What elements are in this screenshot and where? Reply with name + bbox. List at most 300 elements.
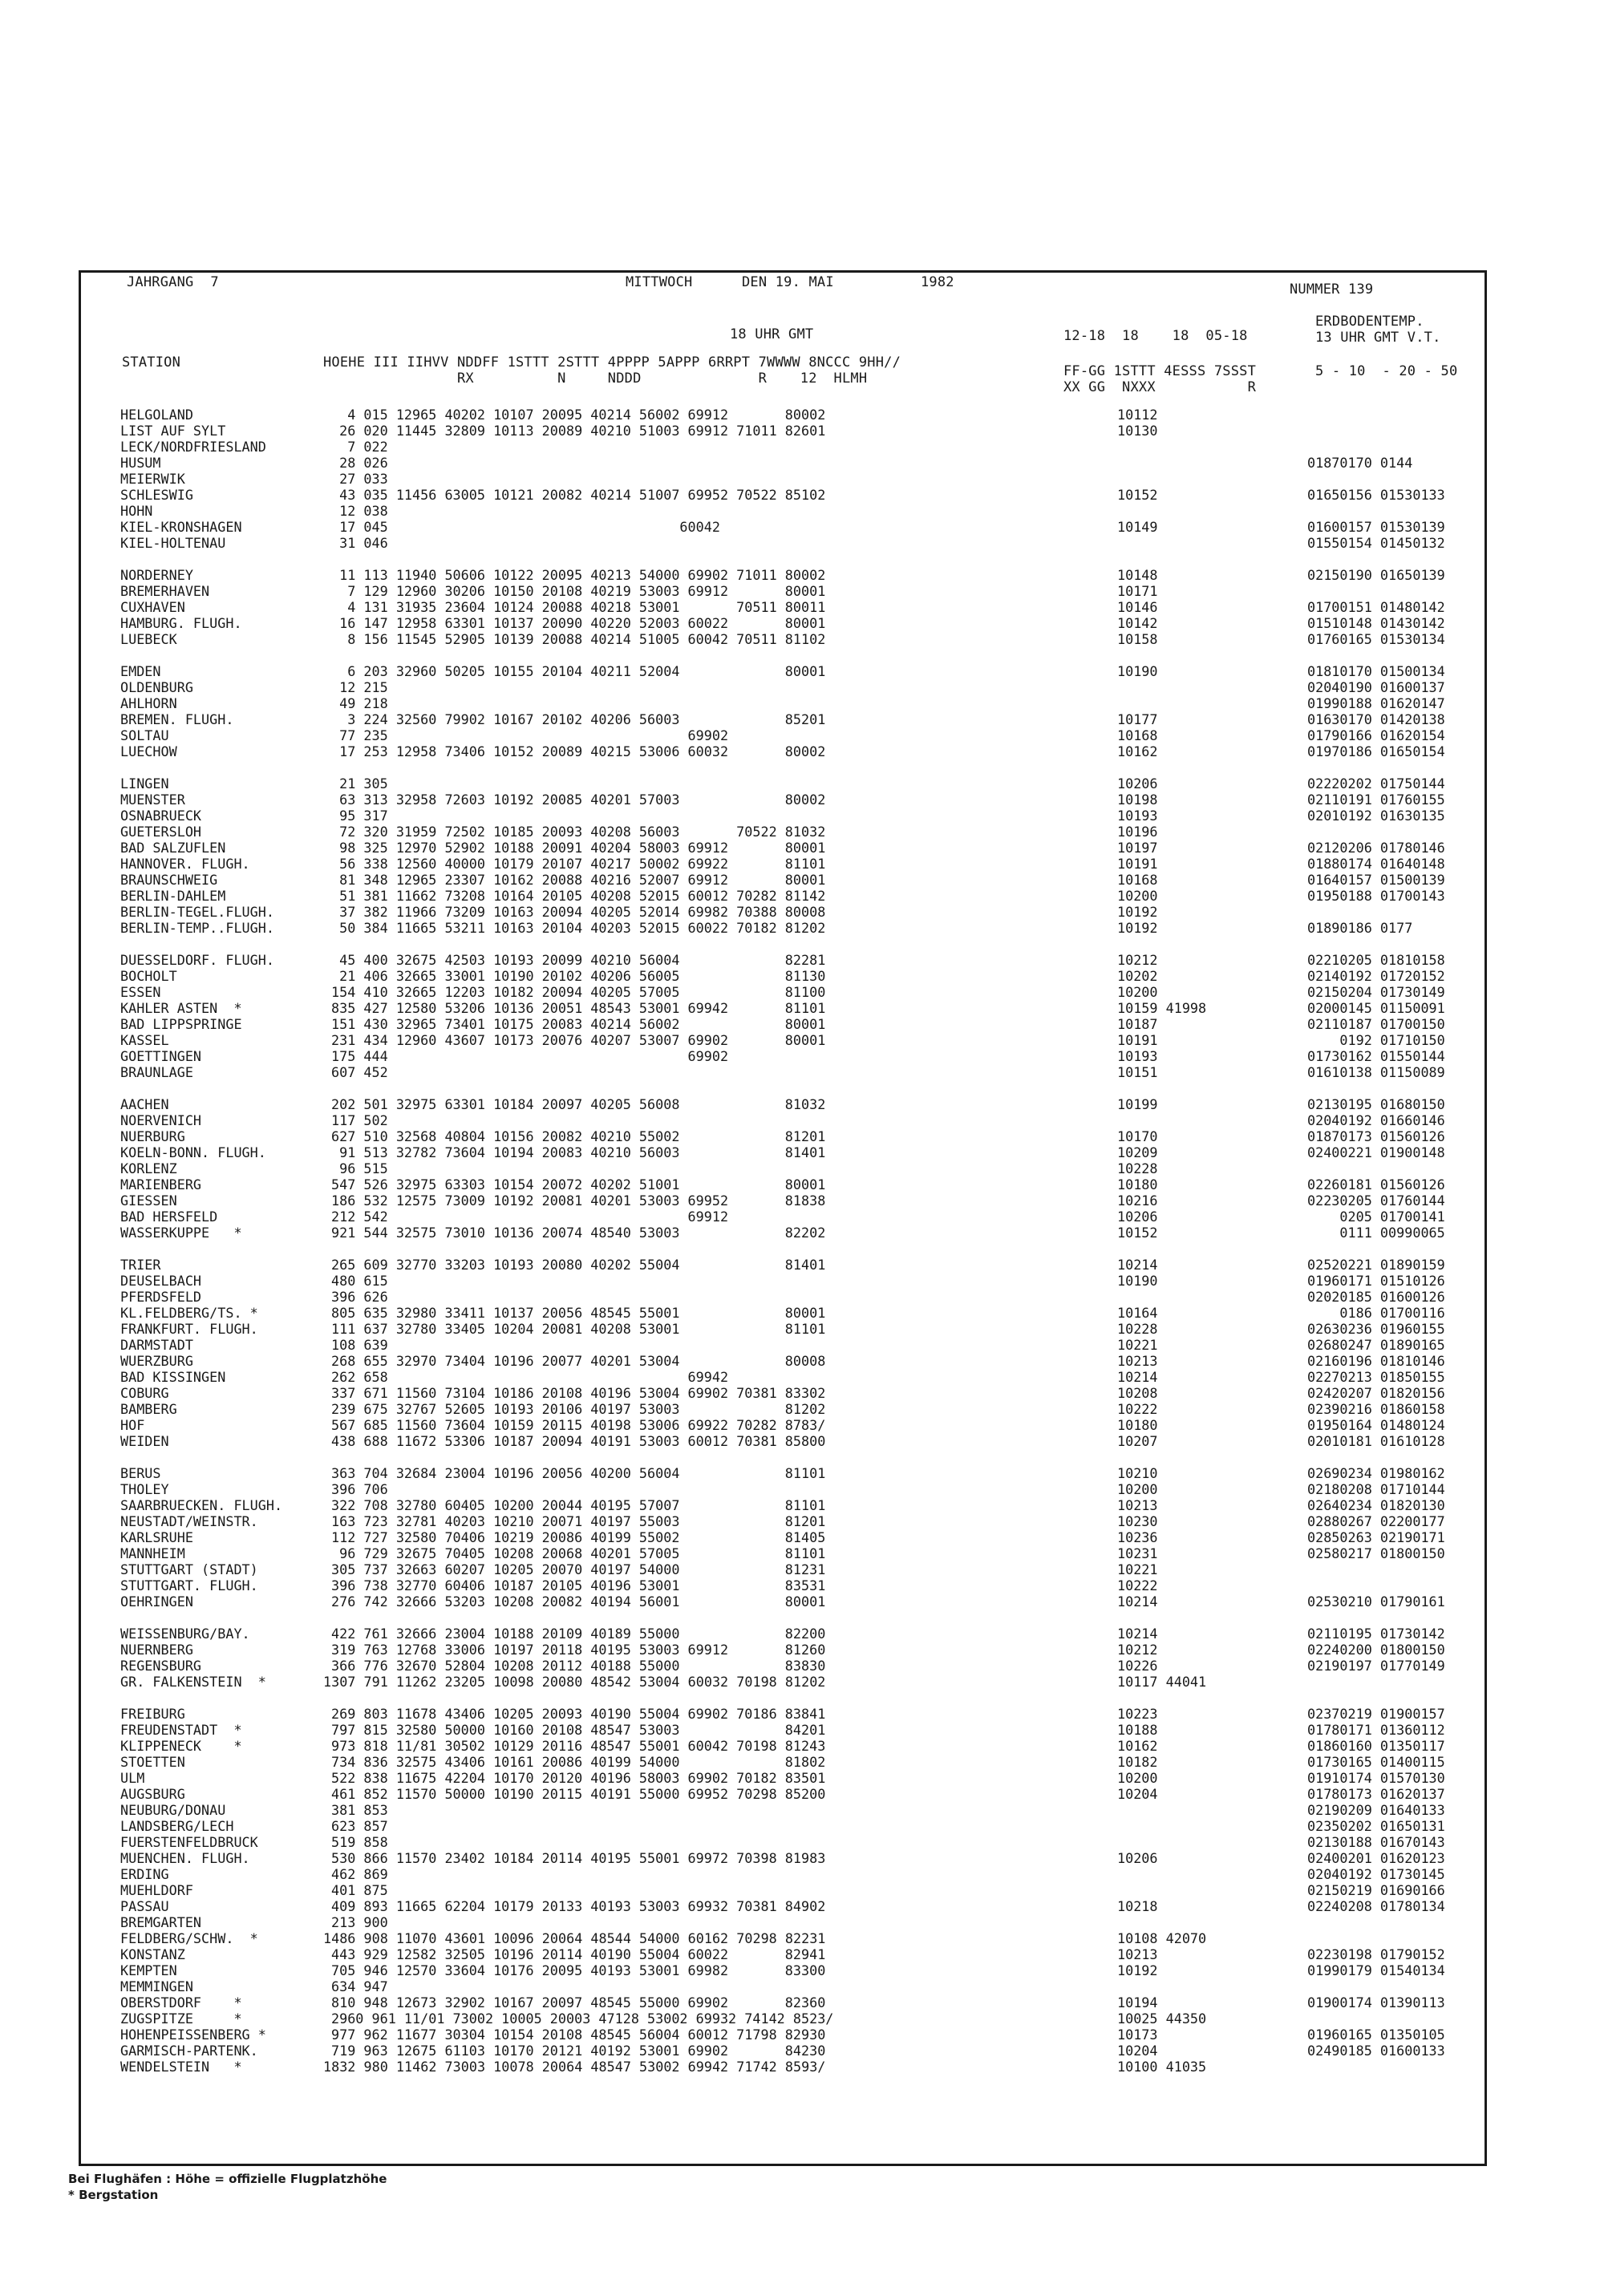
station-codes: 17 045 60042 bbox=[331, 519, 720, 535]
weekday-label: MITTWOCH bbox=[626, 274, 693, 290]
period-values: 10221 bbox=[1117, 1561, 1158, 1577]
station-codes: 6 203 32960 50205 10155 20104 40211 52004 80001 bbox=[331, 663, 826, 679]
station-name: LANDSBERG/LECH bbox=[120, 1818, 234, 1834]
station-codes: 810 948 12673 32902 10167 20097 48545 55000 69902 82360 bbox=[331, 1994, 826, 2011]
station-name: NORDERNEY bbox=[120, 567, 193, 583]
soil-temperatures: 02240200 01800150 bbox=[1307, 1642, 1445, 1658]
soil-temperatures: 01900174 01390113 bbox=[1307, 1994, 1445, 2011]
station-name: AUGSBURG bbox=[120, 1786, 185, 1802]
station-codes: 43 035 11456 63005 10121 20082 40214 51007 69952 70522 85102 bbox=[331, 487, 826, 503]
soil-temperatures: 02110187 01700150 bbox=[1307, 1016, 1445, 1032]
period-values: 10210 bbox=[1117, 1465, 1158, 1481]
station-codes: 1486 908 11070 43601 10096 20064 48544 54000 60162 70298 82231 bbox=[323, 1930, 826, 1946]
station-name: BERUS bbox=[120, 1465, 161, 1481]
period-values: 10190 bbox=[1117, 663, 1158, 679]
period-values: 10192 bbox=[1117, 904, 1158, 920]
station-name: NOERVENICH bbox=[120, 1112, 202, 1128]
station-codes: 547 526 32975 63303 10154 20072 40202 51001 80001 bbox=[331, 1176, 826, 1193]
period-values: 10187 bbox=[1117, 1016, 1158, 1032]
period-values: 10151 bbox=[1117, 1064, 1158, 1080]
code-header-1: HOEHE III IIHVV NDDFF 1STTT 2STTT 4PPPP 5APPP 6RRPT 7WWWW 8NCCC 9HH// bbox=[323, 354, 901, 371]
station-codes: 12 215 bbox=[331, 679, 388, 695]
soil-temperatures: 02580217 01800150 bbox=[1307, 1545, 1445, 1561]
station-name: ESSEN bbox=[120, 984, 161, 1000]
period-values: 10214 bbox=[1117, 1593, 1158, 1610]
soil-temperatures: 02270213 01850155 bbox=[1307, 1369, 1445, 1385]
station-codes: 734 836 32575 43406 10161 20086 40199 54000 81802 bbox=[331, 1754, 826, 1770]
station-codes: 921 544 32575 73010 10136 20074 48540 53003 82202 bbox=[331, 1225, 826, 1241]
station-codes: 480 615 bbox=[331, 1273, 388, 1289]
gmt-label: 18 UHR GMT bbox=[730, 326, 814, 342]
table-frame bbox=[79, 270, 1487, 2166]
station-name: PFERDSFELD bbox=[120, 1289, 202, 1305]
period-values: 10168 bbox=[1117, 727, 1158, 743]
soil-temperatures: 0186 01700116 bbox=[1307, 1305, 1445, 1321]
footnote-mountain: * Bergstation bbox=[68, 2188, 159, 2202]
station-codes: 12 038 bbox=[331, 503, 388, 519]
station-name: BERLIN-DAHLEM bbox=[120, 888, 226, 904]
period-values: 10159 41998 bbox=[1117, 1000, 1207, 1016]
soil-temperatures: 01640157 01500139 bbox=[1307, 872, 1445, 888]
period-values: 10173 bbox=[1117, 2027, 1158, 2043]
period-values: 10209 bbox=[1117, 1144, 1158, 1160]
station-codes: 705 946 12570 33604 10176 20095 40193 53001 69982 83300 bbox=[331, 1962, 826, 1978]
soil-temp-time: 13 UHR GMT V.T. bbox=[1315, 330, 1441, 346]
station-codes: 51 381 11662 73208 10164 20105 40208 52015 60012 70282 81142 bbox=[331, 888, 826, 904]
period-values: 10142 bbox=[1117, 615, 1158, 631]
period-values: 10222 bbox=[1117, 1401, 1158, 1417]
period-values: 10025 44350 bbox=[1117, 2011, 1207, 2027]
station-name: BREMGARTEN bbox=[120, 1914, 202, 1930]
soil-temperatures: 01630170 01420138 bbox=[1307, 711, 1445, 727]
soil-temperatures: 02210205 01810158 bbox=[1307, 952, 1445, 968]
station-name: AHLHORN bbox=[120, 695, 177, 711]
station-codes: 186 532 12575 73009 10192 20081 40201 53003 69952 81838 bbox=[331, 1193, 826, 1209]
soil-temperatures: 02020185 01600126 bbox=[1307, 1289, 1445, 1305]
station-name: HOHN bbox=[120, 503, 153, 519]
soil-temperatures: 02040190 01600137 bbox=[1307, 679, 1445, 695]
station-codes: 567 685 11560 73604 10159 20115 40198 53006 69922 70282 8783/ bbox=[331, 1417, 826, 1433]
soil-temperatures: 01950164 01480124 bbox=[1307, 1417, 1445, 1433]
soil-temperatures: 02370219 01900157 bbox=[1307, 1706, 1445, 1722]
period-values: 10200 bbox=[1117, 1481, 1158, 1497]
station-name: LUEBECK bbox=[120, 631, 177, 647]
period-values: 10188 bbox=[1117, 1722, 1158, 1738]
period-values: 10236 bbox=[1117, 1529, 1158, 1545]
station-codes: 835 427 12580 53206 10136 20051 48543 53001 69942 81101 bbox=[331, 1000, 826, 1016]
code-header-2: RX N NDDD R 12 HLMH bbox=[323, 371, 868, 387]
station-name: HAMBURG. FLUGH. bbox=[120, 615, 242, 631]
station-codes: 96 515 bbox=[331, 1160, 388, 1176]
period-values: 10112 bbox=[1117, 407, 1158, 423]
station-codes: 805 635 32980 33411 10137 20056 48545 55001 80001 bbox=[331, 1305, 826, 1321]
station-name: BRAUNLAGE bbox=[120, 1064, 193, 1080]
station-name: AACHEN bbox=[120, 1096, 169, 1112]
soil-temperatures: 02260181 01560126 bbox=[1307, 1176, 1445, 1193]
station-name: BAD HERSFELD bbox=[120, 1209, 218, 1225]
station-codes: 17 253 12958 73406 10152 20089 40215 53006 60032 80002 bbox=[331, 743, 826, 759]
period-values: 10148 bbox=[1117, 567, 1158, 583]
soil-temperatures: 01730165 01400115 bbox=[1307, 1754, 1445, 1770]
station-name: OSNABRUECK bbox=[120, 808, 202, 824]
soil-temperatures: 01880174 01640148 bbox=[1307, 856, 1445, 872]
period-values: 10130 bbox=[1117, 423, 1158, 439]
period-values: 10194 bbox=[1117, 1994, 1158, 2011]
soil-temperatures: 01790166 01620154 bbox=[1307, 727, 1445, 743]
station-codes: 401 875 bbox=[331, 1882, 388, 1898]
soil-temperatures: 01990179 01540134 bbox=[1307, 1962, 1445, 1978]
station-name: BAD KISSINGEN bbox=[120, 1369, 226, 1385]
station-name: GARMISCH-PARTENK. bbox=[120, 2043, 258, 2059]
station-name: ZUGSPITZE * bbox=[120, 2011, 242, 2027]
period-values: 10198 bbox=[1117, 792, 1158, 808]
station-codes: 268 655 32970 73404 10196 20077 40201 53004 80008 bbox=[331, 1353, 826, 1369]
station-name: KASSEL bbox=[120, 1032, 169, 1048]
soil-temperatures: 02010192 01630135 bbox=[1307, 808, 1445, 824]
station-name: WEIDEN bbox=[120, 1433, 169, 1449]
station-codes: 305 737 32663 60207 10205 20070 40197 54000 81231 bbox=[331, 1561, 826, 1577]
period-values: 10199 bbox=[1117, 1096, 1158, 1112]
period-values: 10207 bbox=[1117, 1433, 1158, 1449]
period-values: 10152 bbox=[1117, 1225, 1158, 1241]
station-codes: 4 015 12965 40202 10107 20095 40214 56002 69912 80002 bbox=[331, 407, 826, 423]
station-codes: 4 131 31935 23604 10124 20088 40218 53001 70511 80011 bbox=[331, 599, 826, 615]
station-name: KAHLER ASTEN * bbox=[120, 1000, 242, 1016]
station-name: BERLIN-TEMP..FLUGH. bbox=[120, 920, 274, 936]
station-name: GOETTINGEN bbox=[120, 1048, 202, 1064]
station-codes: 1832 980 11462 73003 10078 20064 48547 53002 69942 71742 8593/ bbox=[323, 2059, 826, 2075]
soil-temperatures: 01600157 01530139 bbox=[1307, 519, 1445, 535]
station-codes: 381 853 bbox=[331, 1802, 388, 1818]
station-codes: 108 639 bbox=[331, 1337, 388, 1353]
station-name: OEHRINGEN bbox=[120, 1593, 193, 1610]
period-values: 10213 bbox=[1117, 1946, 1158, 1962]
station-name: KARLSRUHE bbox=[120, 1529, 193, 1545]
period-values: 10218 bbox=[1117, 1898, 1158, 1914]
station-name: BAD LIPPSPRINGE bbox=[120, 1016, 242, 1032]
station-name: HOHENPEISSENBERG * bbox=[120, 2027, 266, 2043]
period-values: 10204 bbox=[1117, 2043, 1158, 2059]
period-values: 10180 bbox=[1117, 1417, 1158, 1433]
station-codes: 81 348 12965 23307 10162 20088 40216 52007 69912 80001 bbox=[331, 872, 826, 888]
station-name: FUERSTENFELDBRUCK bbox=[120, 1834, 258, 1850]
station-name: SAARBRUECKEN. FLUGH. bbox=[120, 1497, 283, 1513]
period-values: 10208 bbox=[1117, 1385, 1158, 1401]
station-name: DEUSELBACH bbox=[120, 1273, 202, 1289]
station-codes: 154 410 32665 12203 10182 20094 40205 57005 81100 bbox=[331, 984, 826, 1000]
period-values: 10214 bbox=[1117, 1257, 1158, 1273]
station-name: FREUDENSTADT * bbox=[120, 1722, 242, 1738]
station-name: GIESSEN bbox=[120, 1193, 177, 1209]
soil-temperatures: 02690234 01980162 bbox=[1307, 1465, 1445, 1481]
period-values: 10177 bbox=[1117, 711, 1158, 727]
station-codes: 213 900 bbox=[331, 1914, 388, 1930]
station-name: SOLTAU bbox=[120, 727, 169, 743]
station-name: HELGOLAND bbox=[120, 407, 193, 423]
period-values: 10200 bbox=[1117, 1770, 1158, 1786]
soil-temperatures: 01730162 01550144 bbox=[1307, 1048, 1445, 1064]
station-codes: 396 706 bbox=[331, 1481, 388, 1497]
period-values: 10164 bbox=[1117, 1305, 1158, 1321]
soil-temperatures: 01950188 01700143 bbox=[1307, 888, 1445, 904]
station-codes: 634 947 bbox=[331, 1978, 388, 1994]
soil-temperatures: 02190209 01640133 bbox=[1307, 1802, 1445, 1818]
station-codes: 438 688 11672 53306 10187 20094 40191 53003 60012 70381 85800 bbox=[331, 1433, 826, 1449]
station-codes: 623 857 bbox=[331, 1818, 388, 1834]
period-codes-2: XX GG NXXX R bbox=[1063, 379, 1257, 395]
station-name: SCHLESWIG bbox=[120, 487, 193, 503]
period-values: 10191 bbox=[1117, 1032, 1158, 1048]
station-codes: 28 026 bbox=[331, 455, 388, 471]
period-values: 10204 bbox=[1117, 1786, 1158, 1802]
station-codes: 98 325 12970 52902 10188 20091 40204 58003 69912 80001 bbox=[331, 840, 826, 856]
station-codes: 231 434 12960 43607 10173 20076 40207 53007 69902 80001 bbox=[331, 1032, 826, 1048]
station-name: MANNHEIM bbox=[120, 1545, 185, 1561]
period-values: 10170 bbox=[1117, 1128, 1158, 1144]
soil-temperatures: 01610138 01150089 bbox=[1307, 1064, 1445, 1080]
station-name: CUXHAVEN bbox=[120, 599, 185, 615]
period-values: 10192 bbox=[1117, 920, 1158, 936]
soil-depths: 5 - 10 - 20 - 50 bbox=[1315, 363, 1458, 379]
soil-temperatures: 02880267 02200177 bbox=[1307, 1513, 1445, 1529]
period-values: 10146 bbox=[1117, 599, 1158, 615]
station-codes: 522 838 11675 42204 10170 20120 40196 58003 69902 70182 83501 bbox=[331, 1770, 826, 1786]
station-name: NEUSTADT/WEINSTR. bbox=[120, 1513, 258, 1529]
soil-temperatures: 01990188 01620147 bbox=[1307, 695, 1445, 711]
station-codes: 63 313 32958 72603 10192 20085 40201 57003 80002 bbox=[331, 792, 826, 808]
station-name: KLIPPENECK * bbox=[120, 1738, 242, 1754]
station-codes: 276 742 32666 53203 10208 20082 40194 56001 80001 bbox=[331, 1593, 826, 1610]
station-name: FREIBURG bbox=[120, 1706, 185, 1722]
station-codes: 265 609 32770 33203 10193 20080 40202 55004 81401 bbox=[331, 1257, 826, 1273]
station-codes: 31 046 bbox=[331, 535, 388, 551]
station-codes: 1307 791 11262 23205 10098 20080 48542 53004 60032 70198 81202 bbox=[323, 1674, 826, 1690]
period-values: 10162 bbox=[1117, 1738, 1158, 1754]
soil-temperatures: 02240208 01780134 bbox=[1307, 1898, 1445, 1914]
soil-temperatures: 01510148 01430142 bbox=[1307, 615, 1445, 631]
station-name: KOELN-BONN. FLUGH. bbox=[120, 1144, 266, 1160]
soil-temperatures: 01870173 01560126 bbox=[1307, 1128, 1445, 1144]
station-name: STOETTEN bbox=[120, 1754, 185, 1770]
soil-temperatures: 02630236 01960155 bbox=[1307, 1321, 1445, 1337]
station-codes: 627 510 32568 40804 10156 20082 40210 55002 81201 bbox=[331, 1128, 826, 1144]
station-codes: 95 317 bbox=[331, 808, 388, 824]
soil-temperatures: 01870170 0144 bbox=[1307, 455, 1413, 471]
soil-temperatures: 02040192 01660146 bbox=[1307, 1112, 1445, 1128]
station-codes: 363 704 32684 23004 10196 20056 40200 56004 81101 bbox=[331, 1465, 826, 1481]
soil-temp-title: ERDBODENTEMP. bbox=[1315, 314, 1424, 330]
station-name: WUERZBURG bbox=[120, 1353, 193, 1369]
station-name: MEIERWIK bbox=[120, 471, 185, 487]
station-name: COBURG bbox=[120, 1385, 169, 1401]
station-name: STUTTGART (STADT) bbox=[120, 1561, 258, 1577]
station-name: OLDENBURG bbox=[120, 679, 193, 695]
station-name: NEUBURG/DONAU bbox=[120, 1802, 226, 1818]
station-codes: 519 858 bbox=[331, 1834, 388, 1850]
period-values: 10190 bbox=[1117, 1273, 1158, 1289]
period-values: 10223 bbox=[1117, 1706, 1158, 1722]
soil-temperatures: 0111 00990065 bbox=[1307, 1225, 1445, 1241]
soil-temperatures: 01890186 0177 bbox=[1307, 920, 1413, 936]
soil-temperatures: 01860160 01350117 bbox=[1307, 1738, 1445, 1754]
station-header: STATION bbox=[122, 354, 181, 371]
station-name: MEMMINGEN bbox=[120, 1978, 193, 1994]
station-name: BREMEN. FLUGH. bbox=[120, 711, 234, 727]
station-name: LUECHOW bbox=[120, 743, 177, 759]
station-codes: 21 305 bbox=[331, 775, 388, 792]
year-label: 1982 bbox=[921, 274, 954, 290]
period-values: 10193 bbox=[1117, 808, 1158, 824]
soil-temperatures: 02150190 01650139 bbox=[1307, 567, 1445, 583]
station-codes: 7 022 bbox=[331, 439, 388, 455]
station-name: KIEL-HOLTENAU bbox=[120, 535, 226, 551]
soil-temperatures: 02180208 01710144 bbox=[1307, 1481, 1445, 1497]
soil-temperatures: 02130188 01670143 bbox=[1307, 1834, 1445, 1850]
station-name: HUSUM bbox=[120, 455, 161, 471]
station-name: REGENSBURG bbox=[120, 1658, 202, 1674]
station-name: GUETERSLOH bbox=[120, 824, 202, 840]
station-codes: 366 776 32670 52804 10208 20112 40188 55000 83830 bbox=[331, 1658, 826, 1674]
station-name: BERLIN-TEGEL.FLUGH. bbox=[120, 904, 274, 920]
station-name: KONSTANZ bbox=[120, 1946, 185, 1962]
station-name: WEISSENBURG/BAY. bbox=[120, 1626, 250, 1642]
soil-temperatures: 0205 01700141 bbox=[1307, 1209, 1445, 1225]
soil-temperatures: 02160196 01810146 bbox=[1307, 1353, 1445, 1369]
period-values: 10180 bbox=[1117, 1176, 1158, 1193]
period-values: 10228 bbox=[1117, 1160, 1158, 1176]
soil-temperatures: 02390216 01860158 bbox=[1307, 1401, 1445, 1417]
period-values: 10100 41035 bbox=[1117, 2059, 1207, 2075]
station-codes: 11 113 11940 50606 10122 20095 40213 54000 69902 71011 80002 bbox=[331, 567, 826, 583]
soil-temperatures: 02350202 01650131 bbox=[1307, 1818, 1445, 1834]
soil-temperatures: 01960165 01350105 bbox=[1307, 2027, 1445, 2043]
station-name: KIEL-KRONSHAGEN bbox=[120, 519, 242, 535]
soil-temperatures: 02190197 01770149 bbox=[1307, 1658, 1445, 1674]
soil-temperatures: 01970186 01650154 bbox=[1307, 743, 1445, 759]
soil-temperatures: 01650156 01530133 bbox=[1307, 487, 1445, 503]
soil-temperatures: 01550154 01450132 bbox=[1307, 535, 1445, 551]
station-codes: 50 384 11665 53211 10163 20104 40203 52015 60022 70182 81202 bbox=[331, 920, 826, 936]
period-values: 10108 42070 bbox=[1117, 1930, 1207, 1946]
station-name: MUEHLDORF bbox=[120, 1882, 193, 1898]
station-codes: 443 929 12582 32505 10196 20114 40190 55004 60022 82941 bbox=[331, 1946, 826, 1962]
station-name: OBERSTDORF * bbox=[120, 1994, 242, 2011]
footnote-airports: Bei Flughäfen : Höhe = offizielle Flugplatzhöhe bbox=[68, 2172, 387, 2186]
station-codes: 461 852 11570 50000 10190 20115 40191 55000 69952 70298 85200 bbox=[331, 1786, 826, 1802]
station-codes: 973 818 11/81 30502 10129 20116 48547 55001 60042 70198 81243 bbox=[331, 1738, 826, 1754]
soil-temperatures: 02850263 02190171 bbox=[1307, 1529, 1445, 1545]
station-name: HOF bbox=[120, 1417, 145, 1433]
station-codes: 112 727 32580 70406 10219 20086 40199 55002 81405 bbox=[331, 1529, 826, 1545]
soil-temperatures: 02230205 01760144 bbox=[1307, 1193, 1445, 1209]
issue-number: NUMMER 139 bbox=[1290, 281, 1374, 298]
station-codes: 26 020 11445 32809 10113 20089 40210 51003 69912 71011 82601 bbox=[331, 423, 826, 439]
period-values: 10193 bbox=[1117, 1048, 1158, 1064]
station-codes: 797 815 32580 50000 10160 20108 48547 53003 84201 bbox=[331, 1722, 826, 1738]
station-codes: 77 235 69902 bbox=[331, 727, 729, 743]
station-name: BAD SALZUFLEN bbox=[120, 840, 226, 856]
soil-temperatures: 01960171 01510126 bbox=[1307, 1273, 1445, 1289]
date-label: DEN 19. MAI bbox=[742, 274, 834, 290]
period-values: 10212 bbox=[1117, 952, 1158, 968]
station-codes: 337 671 11560 73104 10186 20108 40196 53004 69902 70381 83302 bbox=[331, 1385, 826, 1401]
soil-temperatures: 02120206 01780146 bbox=[1307, 840, 1445, 856]
station-codes: 2960 961 11/01 73002 10005 20003 47128 53002 69932 74142 8523/ bbox=[331, 2011, 834, 2027]
station-codes: 49 218 bbox=[331, 695, 388, 711]
station-name: WENDELSTEIN * bbox=[120, 2059, 242, 2075]
station-name: FRANKFURT. FLUGH. bbox=[120, 1321, 258, 1337]
period-values: 10162 bbox=[1117, 743, 1158, 759]
period-values: 10230 bbox=[1117, 1513, 1158, 1529]
soil-temperatures: 02140192 01720152 bbox=[1307, 968, 1445, 984]
period-values: 10192 bbox=[1117, 1962, 1158, 1978]
station-codes: 21 406 32665 33001 10190 20102 40206 56005 81130 bbox=[331, 968, 826, 984]
station-name: LECK/NORDFRIESLAND bbox=[120, 439, 266, 455]
station-codes: 45 400 32675 42503 10193 20099 40210 56004 82281 bbox=[331, 952, 826, 968]
soil-temperatures: 01760165 01530134 bbox=[1307, 631, 1445, 647]
period-values: 10222 bbox=[1117, 1577, 1158, 1593]
period-values: 10216 bbox=[1117, 1193, 1158, 1209]
station-name: THOLEY bbox=[120, 1481, 169, 1497]
period-values: 10149 bbox=[1117, 519, 1158, 535]
station-name: GR. FALKENSTEIN * bbox=[120, 1674, 266, 1690]
station-codes: 163 723 32781 40203 10210 20071 40197 55003 81201 bbox=[331, 1513, 826, 1529]
station-name: WASSERKUPPE * bbox=[120, 1225, 242, 1241]
period-values: 10212 bbox=[1117, 1642, 1158, 1658]
period-codes-1: FF-GG 1STTT 4ESSS 7SSST bbox=[1063, 363, 1257, 379]
station-name: BREMERHAVEN bbox=[120, 583, 210, 599]
soil-temperatures: 02000145 01150091 bbox=[1307, 1000, 1445, 1016]
period-values: 10182 bbox=[1117, 1754, 1158, 1770]
soil-temperatures: 02110191 01760155 bbox=[1307, 792, 1445, 808]
station-name: ULM bbox=[120, 1770, 145, 1786]
station-name: MUENCHEN. FLUGH. bbox=[120, 1850, 250, 1866]
station-codes: 3 224 32560 79902 10167 20102 40206 56003 85201 bbox=[331, 711, 826, 727]
soil-temperatures: 02400201 01620123 bbox=[1307, 1850, 1445, 1866]
station-codes: 719 963 12675 61103 10170 20121 40192 53001 69902 84230 bbox=[331, 2043, 826, 2059]
soil-temperatures: 02150204 01730149 bbox=[1307, 984, 1445, 1000]
station-codes: 462 869 bbox=[331, 1866, 388, 1882]
soil-temperatures: 02420207 01820156 bbox=[1307, 1385, 1445, 1401]
station-codes: 239 675 32767 52605 10193 20106 40197 53003 81202 bbox=[331, 1401, 826, 1417]
period-values: 10196 bbox=[1117, 824, 1158, 840]
soil-temperatures: 01810170 01500134 bbox=[1307, 663, 1445, 679]
station-codes: 269 803 11678 43406 10205 20093 40190 55004 69902 70186 83841 bbox=[331, 1706, 826, 1722]
station-codes: 7 129 12960 30206 10150 20108 40219 53003 69912 80001 bbox=[331, 583, 826, 599]
period-values: 10191 bbox=[1117, 856, 1158, 872]
station-codes: 396 738 32770 60406 10187 20105 40196 53001 83531 bbox=[331, 1577, 826, 1593]
soil-temperatures: 02640234 01820130 bbox=[1307, 1497, 1445, 1513]
station-codes: 530 866 11570 23402 10184 20114 40195 55001 69972 70398 81983 bbox=[331, 1850, 826, 1866]
period-values: 10221 bbox=[1117, 1337, 1158, 1353]
station-codes: 96 729 32675 70405 10208 20068 40201 57005 81101 bbox=[331, 1545, 826, 1561]
soil-temperatures: 01780173 01620137 bbox=[1307, 1786, 1445, 1802]
station-name: NUERNBERG bbox=[120, 1642, 193, 1658]
period-values: 10213 bbox=[1117, 1497, 1158, 1513]
soil-temperatures: 02400221 01900148 bbox=[1307, 1144, 1445, 1160]
station-name: KL.FELDBERG/TS. * bbox=[120, 1305, 258, 1321]
station-codes: 151 430 32965 73401 10175 20083 40214 56002 80001 bbox=[331, 1016, 826, 1032]
period-values: 10168 bbox=[1117, 872, 1158, 888]
station-name: BOCHOLT bbox=[120, 968, 177, 984]
station-name: DARMSTADT bbox=[120, 1337, 193, 1353]
soil-temperatures: 02230198 01790152 bbox=[1307, 1946, 1445, 1962]
soil-temperatures: 02520221 01890159 bbox=[1307, 1257, 1445, 1273]
soil-temperatures: 01780171 01360112 bbox=[1307, 1722, 1445, 1738]
period-values: 10228 bbox=[1117, 1321, 1158, 1337]
station-codes: 409 893 11665 62204 10179 20133 40193 53003 69932 70381 84902 bbox=[331, 1898, 826, 1914]
station-codes: 977 962 11677 30304 10154 20108 48545 56004 60012 71798 82930 bbox=[331, 2027, 826, 2043]
